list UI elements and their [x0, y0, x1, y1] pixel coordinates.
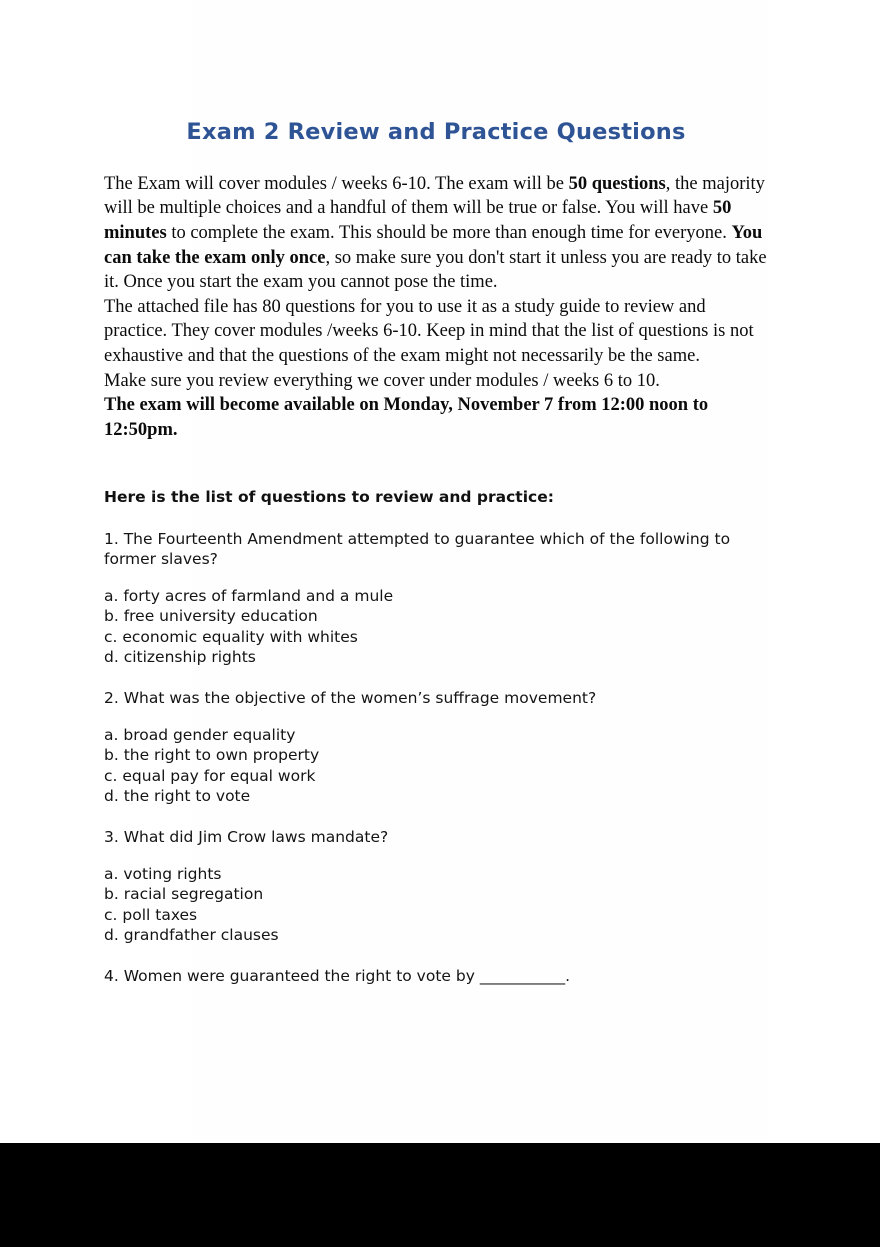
questions-section — [104, 508, 768, 986]
intro-p1-text-e: to complete the exam. This should be more than enough time for everyone. — [166, 223, 732, 244]
intro-p1-text-a: The Exam will cover modules / weeks 6-10. The exam will be — [104, 173, 569, 194]
question-option: a. broad gender equality — [104, 726, 296, 745]
intro-p1-bold-only-once: You can take the exam only once — [104, 223, 763, 268]
question-option: d. grandfather clauses — [104, 925, 279, 944]
question-option: d. the right to vote — [104, 786, 251, 805]
question-stem: 4. Women were guaranteed the right to vote by ___________. — [104, 967, 570, 986]
intro-paragraph-1 — [104, 172, 768, 295]
question-block — [104, 806, 768, 945]
question-option: b. free university education — [104, 607, 318, 626]
question-option: c. equal pay for equal work — [104, 766, 316, 785]
question-options — [104, 847, 768, 945]
intro-p1-bold-questions: 50 questions — [568, 173, 666, 194]
question-block — [104, 508, 768, 667]
intro-paragraph-2: The attached file has 80 questions for you to use it as a study guide to review and practice. They cover modules /weeks 6-10. Keep in mind that the list of questions is not exhaustive and that the questions of the exam might not necessarily be the same. — [104, 296, 754, 367]
question-option: c. poll taxes — [104, 905, 198, 924]
question-stem: 2. What was the objective of the women’s suffrage movement? — [104, 689, 597, 707]
question-options — [104, 708, 768, 806]
intro-paragraph-3: Make sure you review everything we cover under modules / weeks 6 to 10. — [104, 370, 660, 391]
scan-bottom-band — [0, 1143, 880, 1247]
question-option: c. economic equality with whites — [104, 627, 358, 646]
intro-p1-text-c: , the majority will be multiple choices and a handful of them will be true or false. You will have — [104, 173, 765, 219]
questions-list-heading: Here is the list of questions to review and practice: — [104, 488, 554, 507]
question-option: a. forty acres of farmland and a mule — [104, 587, 394, 606]
page-title: Exam 2 Review and Practice Questions — [186, 119, 686, 145]
question-option: d. citizenship rights — [104, 647, 256, 666]
availability-bold-text: The exam will become available on Monday, November 7 from 12:00 noon to 12:50pm. — [104, 395, 709, 440]
question-stem: 1. The Fourteenth Amendment attempted to guarantee which of the following to former slaves? — [104, 529, 731, 568]
question-block — [104, 945, 768, 986]
question-option: b. the right to own property — [104, 746, 320, 765]
intro-p1-text-g: , so make sure you don't start it unless you are ready to take it. Once you start the exam you cannot pose the time. — [104, 247, 767, 293]
question-option: b. racial segregation — [104, 885, 264, 904]
question-options — [104, 569, 768, 667]
intro-paragraph-availability — [104, 393, 768, 442]
question-block — [104, 667, 768, 806]
intro-p1-bold-minutes: 50 minutes — [104, 198, 732, 244]
question-stem: 3. What did Jim Crow laws mandate? — [104, 828, 389, 847]
document-content — [104, 0, 768, 986]
intro-section — [104, 146, 768, 443]
question-option: a. voting rights — [104, 865, 222, 884]
